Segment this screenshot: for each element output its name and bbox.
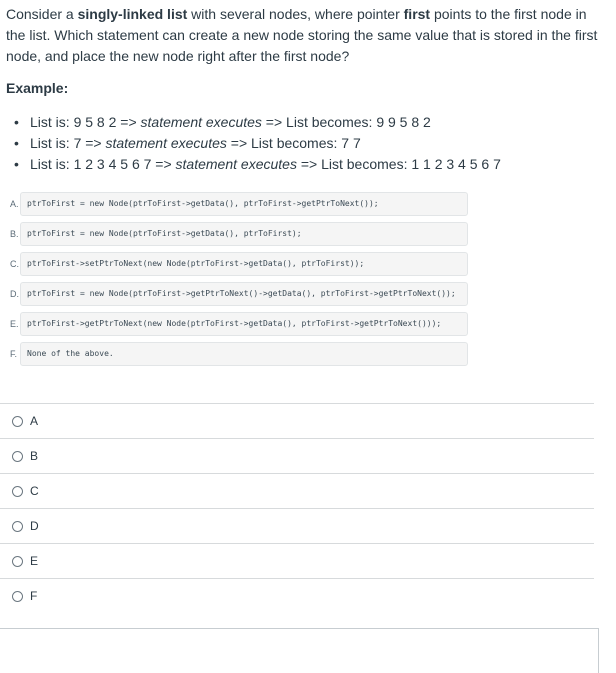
option-code: ptrToFirst->getPtrToNext(new Node(ptrToFirst->getData(), ptrToFirst->getPtrToNext())); bbox=[20, 312, 468, 336]
example-item-pre: List is: 1 2 3 4 5 6 7 => bbox=[30, 156, 176, 172]
answer-label[interactable]: D bbox=[30, 519, 39, 533]
radio-button[interactable] bbox=[12, 591, 23, 602]
question-text bbox=[6, 4, 602, 67]
question-part3: points to the first node in the list. Which statement can create a new node storing the same value that is stored in the first node, and place the new node right after the first node? bbox=[6, 6, 598, 64]
example-item-post: => List becomes: 1 1 2 3 4 5 6 7 bbox=[296, 156, 501, 172]
answer-choice-f[interactable] bbox=[0, 578, 594, 613]
answer-choices bbox=[0, 403, 594, 613]
answer-label[interactable]: E bbox=[30, 554, 39, 568]
bottom-panel bbox=[0, 628, 599, 673]
example-item-italic: statement executes bbox=[105, 135, 227, 151]
example-item bbox=[10, 112, 501, 133]
option-code: ptrToFirst = new Node(ptrToFirst->getData(), ptrToFirst); bbox=[20, 222, 468, 246]
answer-choice-c[interactable] bbox=[0, 473, 594, 508]
answer-label[interactable]: A bbox=[30, 414, 39, 428]
question-part1: Consider a bbox=[6, 6, 78, 22]
answer-label[interactable]: C bbox=[30, 484, 39, 498]
option-code: ptrToFirst->setPtrToNext(new Node(ptrToFirst->getData(), ptrToFirst)); bbox=[20, 252, 468, 276]
question-bold-term: singly-linked list bbox=[77, 6, 188, 22]
example-item-post: => List becomes: 7 7 bbox=[226, 135, 361, 151]
example-item-italic: statement executes bbox=[175, 156, 297, 172]
example-list bbox=[10, 112, 501, 175]
radio-button[interactable] bbox=[12, 416, 23, 427]
radio-button[interactable] bbox=[12, 451, 23, 462]
answer-choice-a[interactable] bbox=[0, 403, 594, 438]
option-code: ptrToFirst = new Node(ptrToFirst->getPtrToNext()->getData(), ptrToFirst->getPtrToNext()); bbox=[20, 282, 468, 306]
option-letter: B. bbox=[10, 229, 19, 239]
answer-label[interactable]: F bbox=[30, 589, 38, 603]
example-item-pre: List is: 7 => bbox=[30, 135, 106, 151]
question-bold-pointer: first bbox=[403, 6, 431, 22]
answer-choice-d[interactable] bbox=[0, 508, 594, 543]
option-letter: A. bbox=[10, 199, 19, 209]
option-letter: C. bbox=[10, 259, 19, 269]
radio-button[interactable] bbox=[12, 486, 23, 497]
answer-choice-b[interactable] bbox=[0, 438, 594, 473]
answer-label[interactable]: B bbox=[30, 449, 39, 463]
option-code: ptrToFirst = new Node(ptrToFirst->getData(), ptrToFirst->getPtrToNext()); bbox=[20, 192, 468, 216]
option-letter: D. bbox=[10, 289, 19, 299]
example-heading: Example: bbox=[6, 80, 69, 96]
example-item-post: => List becomes: 9 9 5 8 2 bbox=[261, 114, 431, 130]
option-letter: E. bbox=[10, 319, 19, 329]
example-item-pre: List is: 9 5 8 2 => bbox=[30, 114, 141, 130]
example-item bbox=[10, 154, 501, 175]
example-item bbox=[10, 133, 501, 154]
answer-choice-e[interactable] bbox=[0, 543, 594, 578]
question-part2: with several nodes, where pointer bbox=[187, 6, 404, 22]
option-letter: F. bbox=[10, 349, 18, 359]
radio-button[interactable] bbox=[12, 521, 23, 532]
radio-button[interactable] bbox=[12, 556, 23, 567]
example-item-italic: statement executes bbox=[140, 114, 262, 130]
option-code: None of the above. bbox=[20, 342, 468, 366]
